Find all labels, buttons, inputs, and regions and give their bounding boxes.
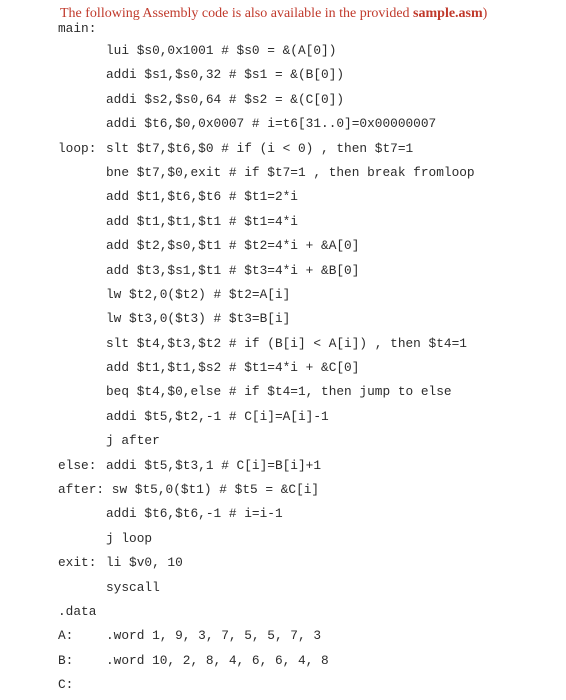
code-label: B: (58, 652, 74, 668)
code-instruction: slt $t4,$t3,$t2 # if (B[i] < A[i]) , then $t4=1 (106, 335, 467, 351)
code-label: exit: (58, 555, 97, 571)
code-label: main: (58, 21, 97, 36)
code-line (58, 332, 558, 356)
code-instruction: lui $s0,0x1001 # $s0 = &(A[0]) (106, 43, 337, 58)
code-line (58, 112, 558, 136)
code-label: A: (58, 628, 74, 644)
assembly-code-block (58, 19, 558, 698)
code-instruction: addi $t5,$t2,-1 # C[i]=A[i]-1 (106, 408, 329, 424)
code-label: else: (58, 457, 97, 473)
code-label: after: (58, 482, 105, 498)
code-line (58, 356, 558, 380)
code-line (58, 161, 558, 185)
code-instruction: lw $t2,0($t2) # $t2=A[i] (106, 286, 291, 302)
code-line (58, 210, 558, 234)
code-line (58, 19, 558, 39)
code-line (58, 307, 558, 331)
code-label: C: (58, 677, 74, 693)
code-instruction: addi $s1,$s0,32 # $s1 = &(B[0]) (106, 67, 345, 83)
code-line (58, 185, 558, 209)
code-line (58, 88, 558, 112)
code-instruction: lw $t3,0($t3) # $t3=B[i] (106, 311, 291, 327)
code-line (58, 137, 558, 161)
code-line (58, 429, 558, 453)
code-instruction: bne $t7,$0,exit # if $t7=1 , then break fromloop (106, 164, 475, 180)
code-line (58, 600, 558, 624)
code-line (58, 454, 558, 478)
code-line (58, 63, 558, 87)
code-line (58, 649, 558, 673)
code-line (58, 576, 558, 600)
code-line (58, 234, 558, 258)
code-line (58, 405, 558, 429)
intro-text-after: ) (482, 6, 488, 21)
code-instruction: j loop (106, 530, 153, 546)
code-line (58, 39, 558, 63)
code-instruction: addi $s2,$s0,64 # $s2 = &(C[0]) (106, 91, 345, 107)
code-line (58, 624, 558, 648)
code-instruction: slt $t7,$t6,$0 # if (i < 0) , then $t7=1 (106, 140, 414, 156)
intro-text-before: The following Assembly code is also available in the provided (60, 6, 414, 21)
code-instruction: addi $t6,$t6,-1 # i=i-1 (106, 506, 283, 522)
code-line (58, 283, 558, 307)
code-line (58, 527, 558, 551)
code-line (58, 380, 558, 404)
code-instruction: add $t1,$t1,$t1 # $t1=4*i (106, 213, 298, 229)
code-instruction: .word 10, 2, 8, 4, 6, 6, 4, 8 (106, 652, 329, 668)
code-line (58, 259, 558, 283)
code-label: loop: (58, 140, 97, 156)
intro-filename: sample.asm (413, 6, 483, 21)
code-instruction: add $t1,$t6,$t6 # $t1=2*i (106, 189, 298, 205)
code-label: .data (58, 603, 97, 619)
code-instruction: addi $t5,$t3,1 # C[i]=B[i]+1 (106, 457, 322, 473)
code-instruction: add $t1,$t1,$s2 # $t1=4*i + &C[0] (106, 360, 360, 376)
code-instruction: add $t2,$s0,$t1 # $t2=4*i + &A[0] (106, 238, 360, 254)
code-instruction: syscall (106, 579, 160, 595)
code-instruction: sw $t5,0($t1) # $t5 = &C[i] (111, 482, 320, 498)
code-instruction: addi $t6,$0,0x0007 # i=t6[31..0]=0x00000007 (106, 116, 437, 132)
code-line (58, 551, 558, 575)
code-instruction: j after (106, 433, 160, 449)
code-line (58, 502, 558, 526)
code-line (58, 478, 558, 502)
code-instruction: li $v0, 10 (106, 555, 183, 571)
code-instruction: add $t3,$s1,$t1 # $t3=4*i + &B[0] (106, 262, 360, 278)
code-instruction: beq $t4,$0,else # if $t4=1, then jump to else (106, 384, 452, 400)
code-instruction: .word 1, 9, 3, 7, 5, 5, 7, 3 (106, 628, 322, 644)
code-line (58, 673, 558, 697)
